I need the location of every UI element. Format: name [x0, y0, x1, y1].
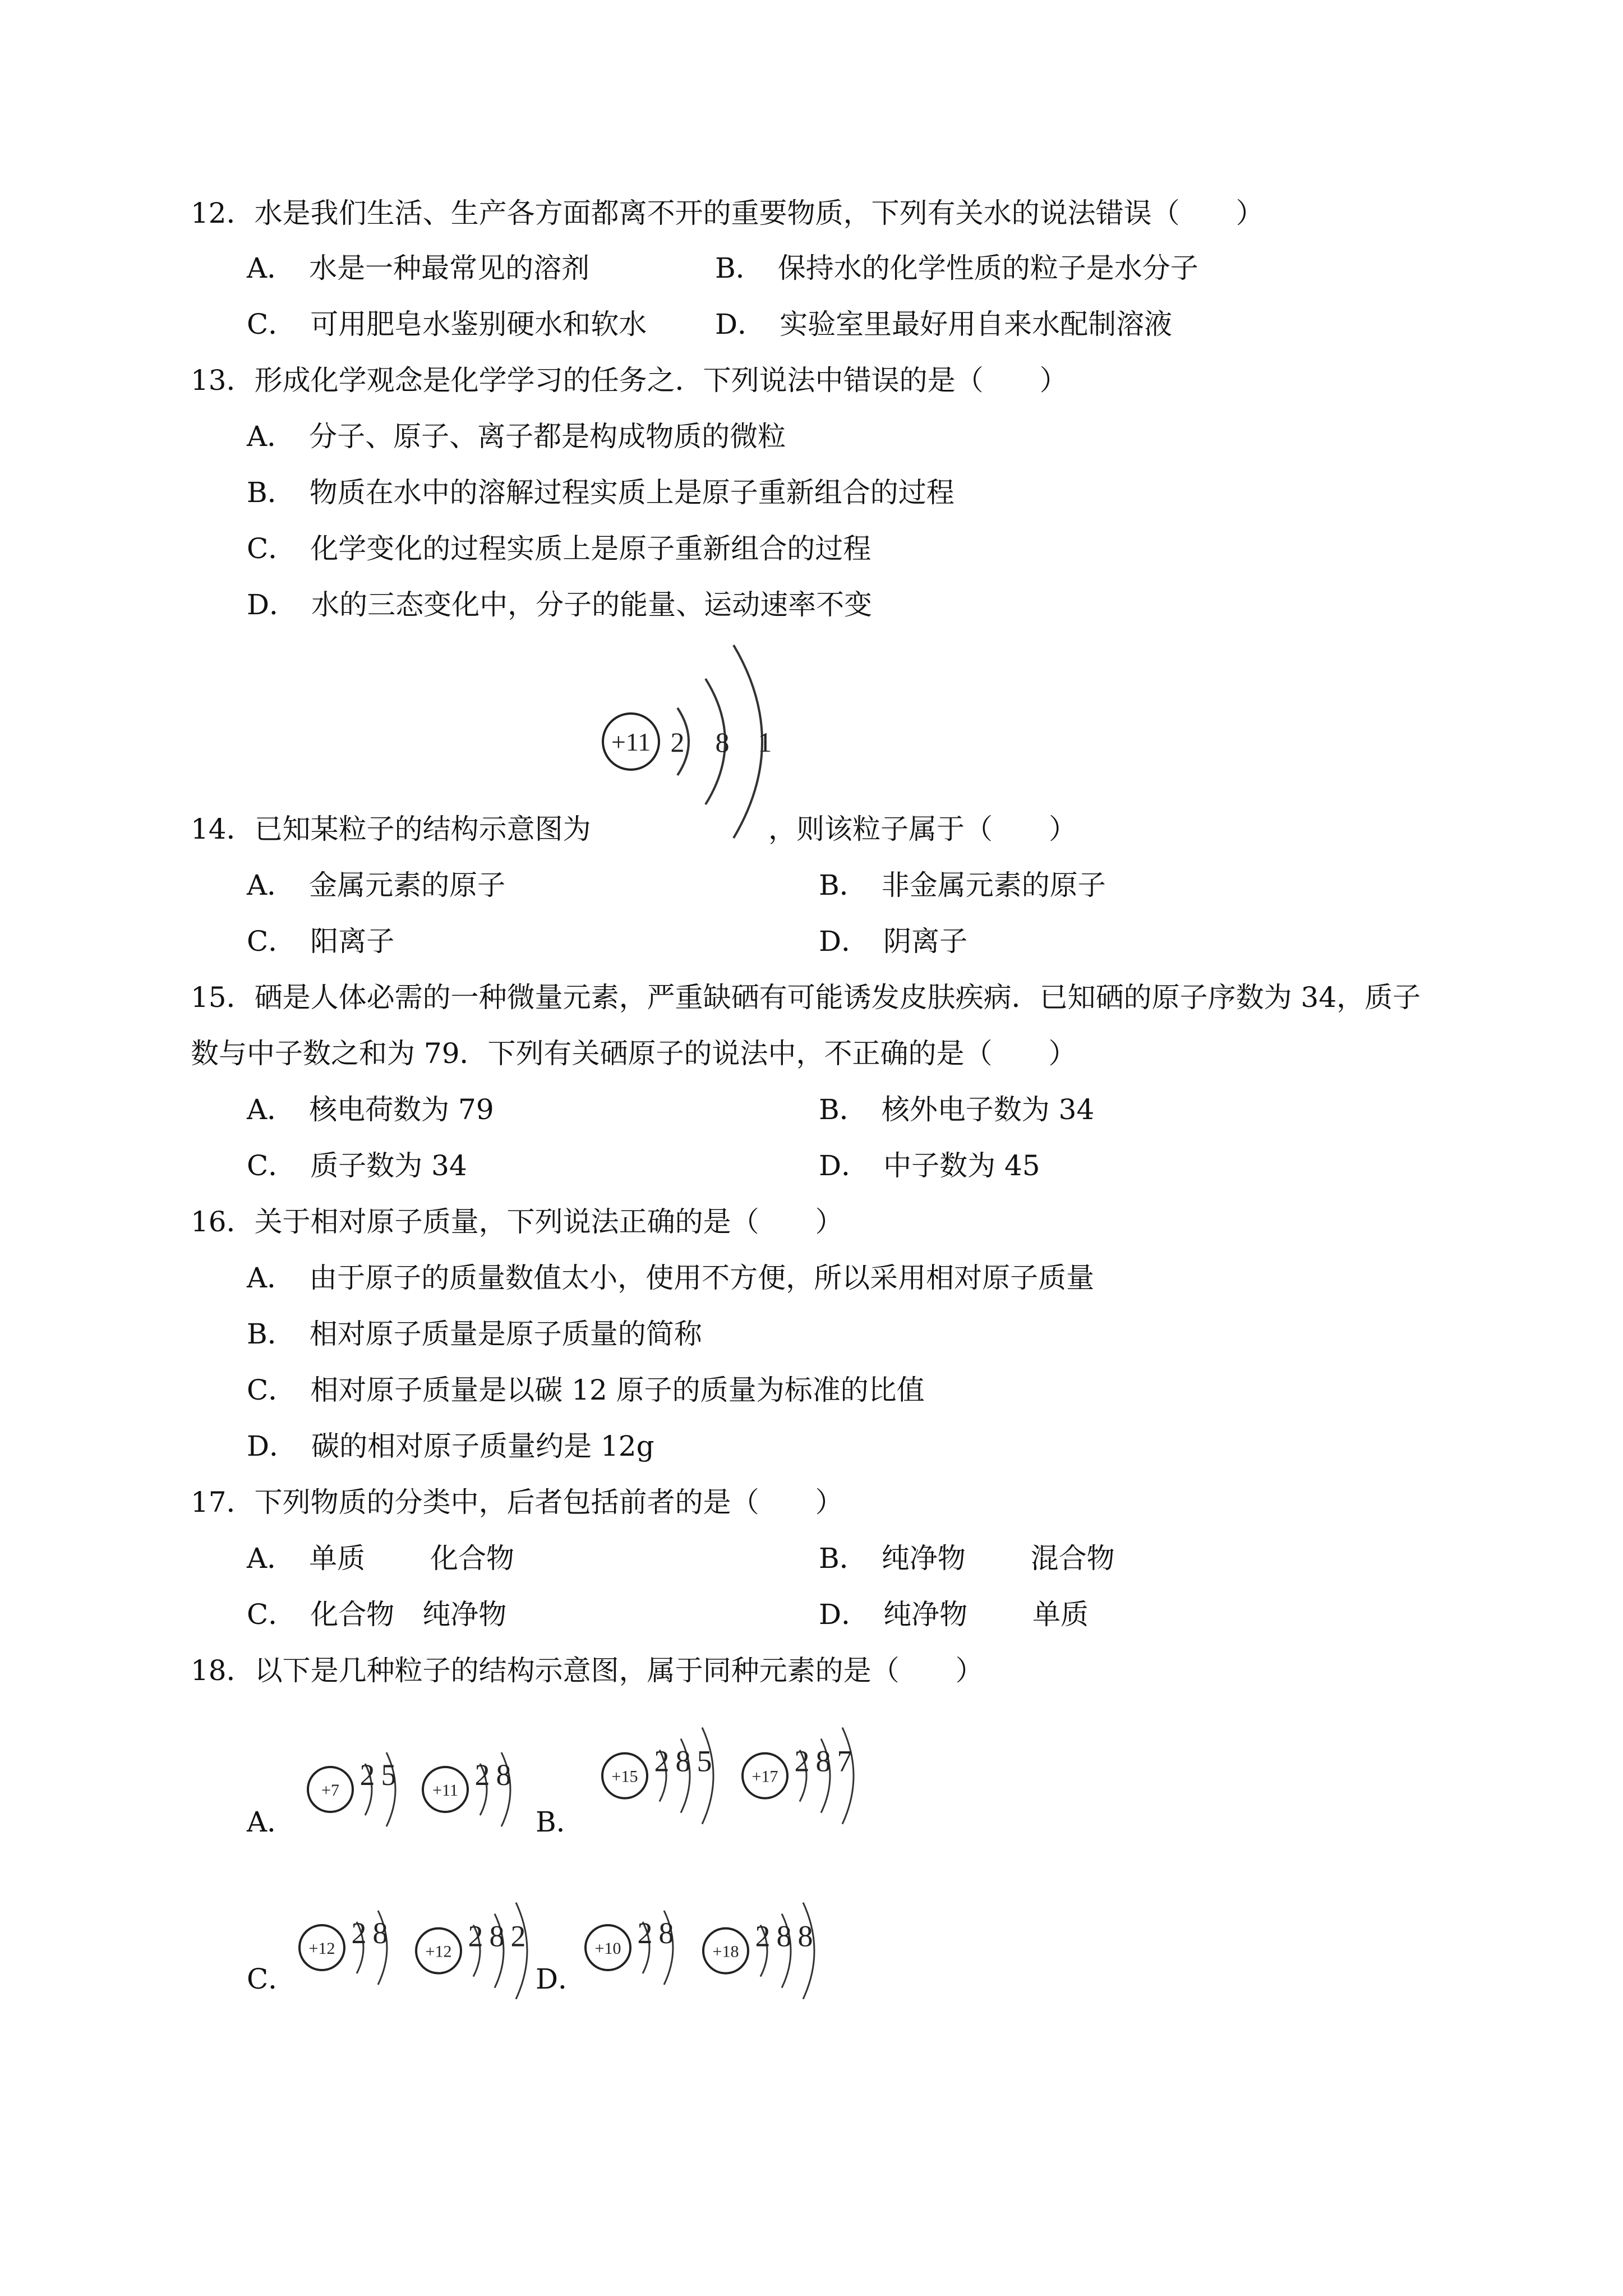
q18-atom-diagram-b2-shell-count-3: 7 [837, 1744, 852, 1778]
q18-atom-diagram-b1-shell-count-2: 8 [675, 1744, 691, 1778]
q18-atom-diagram-c2-shell-count-1: 2 [468, 1919, 483, 1953]
q15-option-a: A． 核电荷数为 79 [247, 1093, 494, 1126]
q18-atom-diagram-a2-shell-count-1: 2 [474, 1758, 490, 1792]
q18-atom-diagram-d2-shell-count-2: 8 [776, 1919, 792, 1953]
q18-atom-diagram-b2-svg [740, 1710, 869, 1828]
q13-option-c: C． 化学变化的过程实质上是原子重新组合的过程 [247, 532, 872, 565]
q14-shell-count-1: 2 [670, 726, 685, 758]
q18-atom-diagram-b2-shell-count-2: 8 [815, 1744, 831, 1778]
q18-atom-diagram-a1-shell-count-1: 2 [359, 1758, 375, 1792]
q17-option-c: C． 化合物 纯净物 [247, 1598, 507, 1631]
q18-atom-diagram-a2-nucleus-charge: +11 [432, 1781, 458, 1800]
q16-stem: 16．关于相对原子质量，下列说法正确的是（ ） [191, 1205, 843, 1238]
q14-nucleus-charge: +11 [611, 728, 651, 756]
q15-stem-line-1: 15．硒是人体必需的一种微量元素，严重缺硒有可能诱发皮肤疾病．已知硒的原子序数为 34，质子 [191, 981, 1421, 1014]
q17-option-d: D． 纯净物 单质 [819, 1598, 1089, 1631]
q18-atom-diagram-b2 [740, 1710, 869, 1828]
q18-atom-diagram-d1-shell-count-2: 8 [658, 1916, 674, 1950]
q18-atom-diagram-a1-svg [306, 1727, 412, 1839]
q18-atom-diagram-a1 [306, 1727, 412, 1839]
q12-option-b: B． 保持水的化学性质的粒子是水分子 [715, 252, 1198, 284]
q18-atom-diagram-d1 [583, 1885, 690, 1997]
q13-option-a: A． 分子、原子、离子都是构成物质的微粒 [247, 420, 786, 453]
q18-atom-diagram-c1 [297, 1885, 404, 1997]
q14-option-a: A． 金属元素的原子 [247, 869, 506, 901]
q14-atom-diagram [600, 645, 785, 847]
q18-atom-diagram-a2 [421, 1727, 527, 1839]
q18-atom-diagram-d2-nucleus-charge: +18 [712, 1942, 739, 1961]
q18-atom-diagram-b1-shell-count-1: 2 [654, 1744, 670, 1778]
q14-shell-count-3: 1 [758, 726, 772, 758]
q12-stem: 12．水是我们生活、生产各方面都离不开的重要物质，下列有关水的说法错误（ ） [191, 197, 1264, 229]
q18-atom-diagram-c1-shell-count-2: 8 [372, 1916, 388, 1950]
q12-option-d: D． 实验室里最好用自来水配制溶液 [715, 308, 1173, 341]
q13-stem: 13．形成化学观念是化学学习的任务之．下列说法中错误的是（ ） [191, 364, 1068, 397]
q18-atom-diagram-c2-svg [414, 1885, 543, 2003]
q18-atom-diagram-b1-nucleus-charge: +15 [611, 1767, 638, 1786]
q16-option-c: C． 相对原子质量是以碳 12 原子的质量为标准的比值 [247, 1374, 925, 1406]
q13-option-b: B． 物质在水中的溶解过程实质上是原子重新组合的过程 [247, 476, 955, 509]
q18-atom-diagram-b2-shell-count-1: 2 [794, 1744, 810, 1778]
q14-option-c: C． 阳离子 [247, 925, 395, 958]
q18-atom-diagram-d2-svg [701, 1885, 830, 2003]
q18-option-a-label: A． [247, 1806, 296, 1838]
q14-option-b: B． 非金属元素的原子 [819, 869, 1106, 901]
q18-atom-diagram-d1-svg [583, 1885, 690, 1997]
q12-option-c: C． 可用肥皂水鉴别硬水和软水 [247, 308, 647, 341]
q15-option-c: C． 质子数为 34 [247, 1149, 467, 1182]
q12-option-a: A． 水是一种最常见的溶剂 [247, 252, 590, 284]
q16-option-b: B． 相对原子质量是原子质量的简称 [247, 1318, 702, 1350]
q18-atom-diagram-a1-nucleus-charge: +7 [321, 1781, 339, 1800]
q17-stem: 17．下列物质的分类中，后者包括前者的是（ ） [191, 1486, 843, 1519]
q16-option-d: D． 碳的相对原子质量约是 12g [247, 1430, 654, 1462]
q18-stem: 18．以下是几种粒子的结构示意图，属于同种元素的是（ ） [191, 1654, 984, 1687]
q14-stem-after: ，则该粒子属于（ ） [768, 813, 1077, 845]
q13-option-d: D． 水的三态变化中，分子的能量、运动速率不变 [247, 588, 873, 621]
q18-option-c-label: C． [247, 1963, 297, 1995]
q18-atom-diagram-c2-shell-count-2: 8 [489, 1919, 505, 1953]
q18-atom-diagram-b1 [600, 1710, 729, 1828]
q15-option-b: B． 核外电子数为 34 [819, 1093, 1095, 1126]
q18-atom-diagram-b1-shell-count-3: 5 [697, 1744, 712, 1778]
q18-atom-diagram-c1-svg [297, 1885, 404, 1997]
q18-atom-diagram-a1-shell-count-2: 5 [381, 1758, 396, 1792]
q18-atom-diagram-d2-shell-count-1: 2 [755, 1919, 771, 1953]
q15-stem-line-2: 数与中子数之和为 79．下列有关硒原子的说法中，不正确的是（ ） [191, 1037, 1077, 1070]
q18-atom-diagram-a2-shell-count-2: 8 [496, 1758, 511, 1792]
q14-stem-before: 14．已知某粒子的结构示意图为 [191, 813, 591, 845]
q18-atom-diagram-d2-shell-count-3: 8 [797, 1919, 813, 1953]
q14-shell-count-2: 8 [715, 726, 730, 758]
q18-atom-diagram-a2-svg [421, 1727, 527, 1839]
q17-option-a: A． 单质 化合物 [247, 1542, 515, 1575]
q18-atom-diagram-c1-shell-count-1: 2 [351, 1916, 367, 1950]
q18-atom-diagram-b1-svg [600, 1710, 729, 1828]
q15-option-d: D． 中子数为 45 [819, 1149, 1040, 1182]
q18-option-b-label: B． [536, 1806, 584, 1838]
q18-option-d-label: D． [536, 1963, 587, 1995]
q17-option-b: B． 纯净物 混合物 [819, 1542, 1115, 1575]
q14-option-d: D． 阴离子 [819, 925, 968, 958]
q18-atom-diagram-c2-shell-count-3: 2 [510, 1919, 526, 1953]
q18-atom-diagram-d2 [701, 1885, 830, 2003]
q18-atom-diagram-c2 [414, 1885, 543, 2003]
q18-atom-diagram-d1-nucleus-charge: +10 [594, 1939, 621, 1958]
q16-option-a: A． 由于原子的质量数值太小，使用不方便，所以采用相对原子质量 [247, 1262, 1095, 1294]
q18-atom-diagram-d1-shell-count-1: 2 [637, 1916, 653, 1950]
q18-atom-diagram-b2-nucleus-charge: +17 [751, 1767, 778, 1786]
q18-atom-diagram-c1-nucleus-charge: +12 [308, 1939, 335, 1958]
q18-atom-diagram-c2-nucleus-charge: +12 [425, 1942, 452, 1961]
